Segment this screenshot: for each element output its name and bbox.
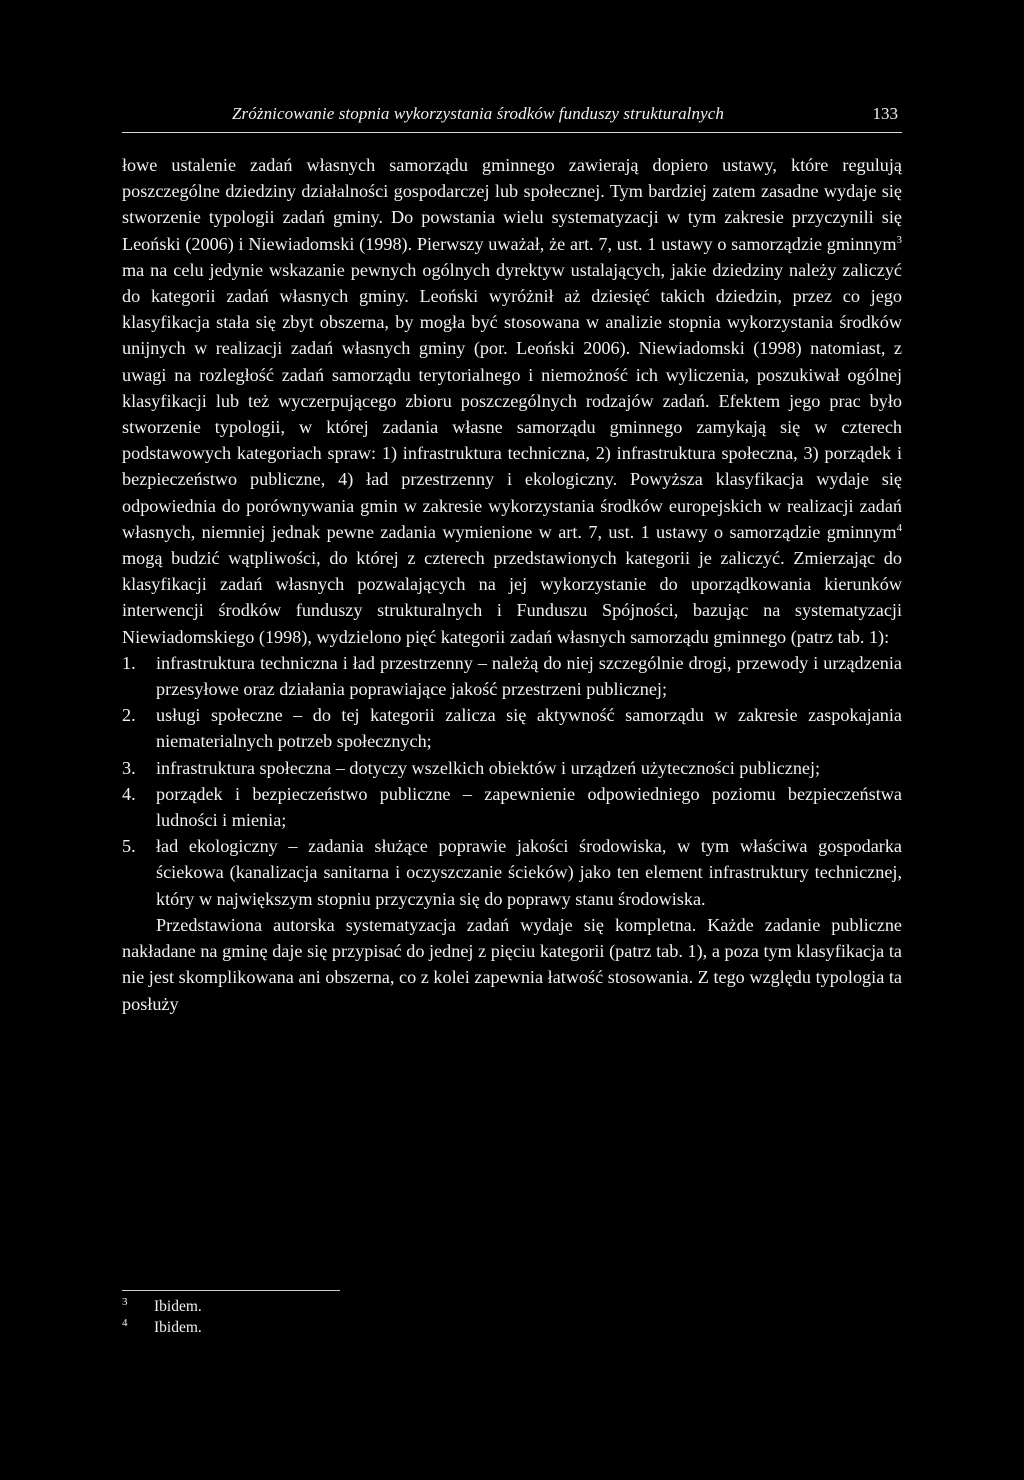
list-item-text: ład ekologiczny – zadania służące poprawie jakości środowiska, w tym właściwa gospodarka ściekowa (kanalizacja sanitarna i oczyszczanie ścieków) jako ten element infrastruktury technicznej, który w największym stopniu przyczynia się do poprawy stanu środowiska. [156,836,902,909]
paragraph-1-part-c: mogą budzić wątpliwości, do której z czterech przedstawionych kategorii je zaliczyć. Zmierzając do klasyfikacji zadań własnych pozwalających na jej wykorzystanie do uporządkowania kierunków interwencji środków funduszy strukturalnych i Funduszu Spójności, bazując na systematyzacji Niewiadomskiego (1998), wydzielono pięć kategorii zadań własnych samorządu gminnego (patrz tab. 1): [122,548,902,647]
footnote-ref-4: 4 [896,521,902,534]
list-item-text: porządek i bezpieczeństwo publiczne – zapewnienie odpowiedniego poziomu bezpieczeństwa ludności i mienia; [156,783,902,831]
footnote-mark: 3 [122,1296,128,1308]
paragraph-1 [122,152,902,650]
list-item [122,833,902,912]
paragraph-1-part-b: ma na celu jedynie wskazanie pewnych ogólnych dyrektyw ustalających, jakie dziedziny należy zaliczyć do kategorii zadań własnych gminy. Leoński wyróżnił aż dziesięć takich dziedzin, przez co jego klasyfikacja stała się zbyt obszerna, by mogła być stosowana w analizie stopnia wykorzystania środków unijnych w realizacji zadań własnych gminy (por. Leoński 2006). Niewiadomski (1998) natomiast, z uwagi na rozległość zadań samorządu terytorialnego i niemożność ich wyliczenia, poszukiwał ogólnej klasyfikacji lub też wyczerpującego zbioru poszczególnych rodzajów zadań. Efektem jego prac było stworzenie typologii, w której zadania własne samorządu gminnego zamykają się w czterech podstawowych kategoriach spraw: 1) infrastruktura techniczna, 2) infrastruktura społeczna, 3) porządek i bezpieczeństwo publiczne, 4) ład przestrzenny i ekologiczny. Powyższa klasyfikacja wydaje się odpowiednia do porównywania gmin w zakresie wykorzystania środków europejskich w realizacji zadań własnych, niemniej jednak pewne zadania wymienione w art. 7, ust. 1 ustawy o samorządzie gminnym [122,259,902,542]
footnote-ref-3: 3 [896,233,902,246]
list-item-number: 5. [122,836,136,857]
footnote-text: Ibidem. [154,1319,202,1336]
list-item [122,781,902,833]
footnote-divider [122,1290,340,1291]
footnotes [122,1296,522,1338]
running-title: Zróżnicowanie stopnia wykorzystania środków funduszy strukturalnych [232,104,724,123]
list-item-number: 2. [122,705,136,726]
list-item-number: 3. [122,757,136,778]
footnote-mark: 4 [122,1317,128,1329]
paragraph-1-part-a: łowe ustalenie zadań własnych samorządu gminnego zawierają dopiero ustawy, które regulują poszczególne dziedziny działalności gospodarczej lub społecznej. Tym bardziej zatem zasadne wydaje się stworzenie typologii zadań gminy. Do powstania wielu systematyzacji w tym zakresie przyczynili się Leoński (2006) i Niewiadomski (1998). Pierwszy uważał, że art. 7, ust. 1 ustawy o samorządzie gminnym [122,155,902,254]
list-item [122,702,902,754]
list-item [122,650,902,702]
list-item-number: 1. [122,652,136,673]
list-item-text: infrastruktura społeczna – dotyczy wszelkich obiektów i urządzeń użyteczności publicznej; [156,757,821,778]
body-text [122,152,902,1017]
list-item-text: usługi społeczne – do tej kategorii zalicza się aktywność samorządu w zakresie zaspokajania niematerialnych potrzeb społecznych; [156,705,902,752]
list-item-text: infrastruktura techniczna i ład przestrzenny – należą do niej szczególnie drogi, przewody i urządzenia przesyłowe oraz działania poprawiające jakość przestrzeni publicznej; [156,652,902,700]
list-item [122,755,902,781]
list-item-number: 4. [122,783,136,804]
running-header [122,104,902,133]
footnote-text: Ibidem. [154,1298,202,1315]
page-number: 133 [872,104,898,123]
category-list [122,650,902,912]
paragraph-2: Przedstawiona autorska systematyzacja zadań wydaje się kompletna. Każde zadanie publiczne nakładane na gminę daje się przypisać do jednej z pięciu kategorii (patrz tab. 1), a poza tym klasyfikacja ta nie jest skomplikowana ani obszerna, co z kolei zapewnia łatwość stosowania. Z tego względu typologia ta posłuży [122,914,902,1014]
footnote-4 [122,1317,522,1338]
footnote-3 [122,1296,522,1317]
